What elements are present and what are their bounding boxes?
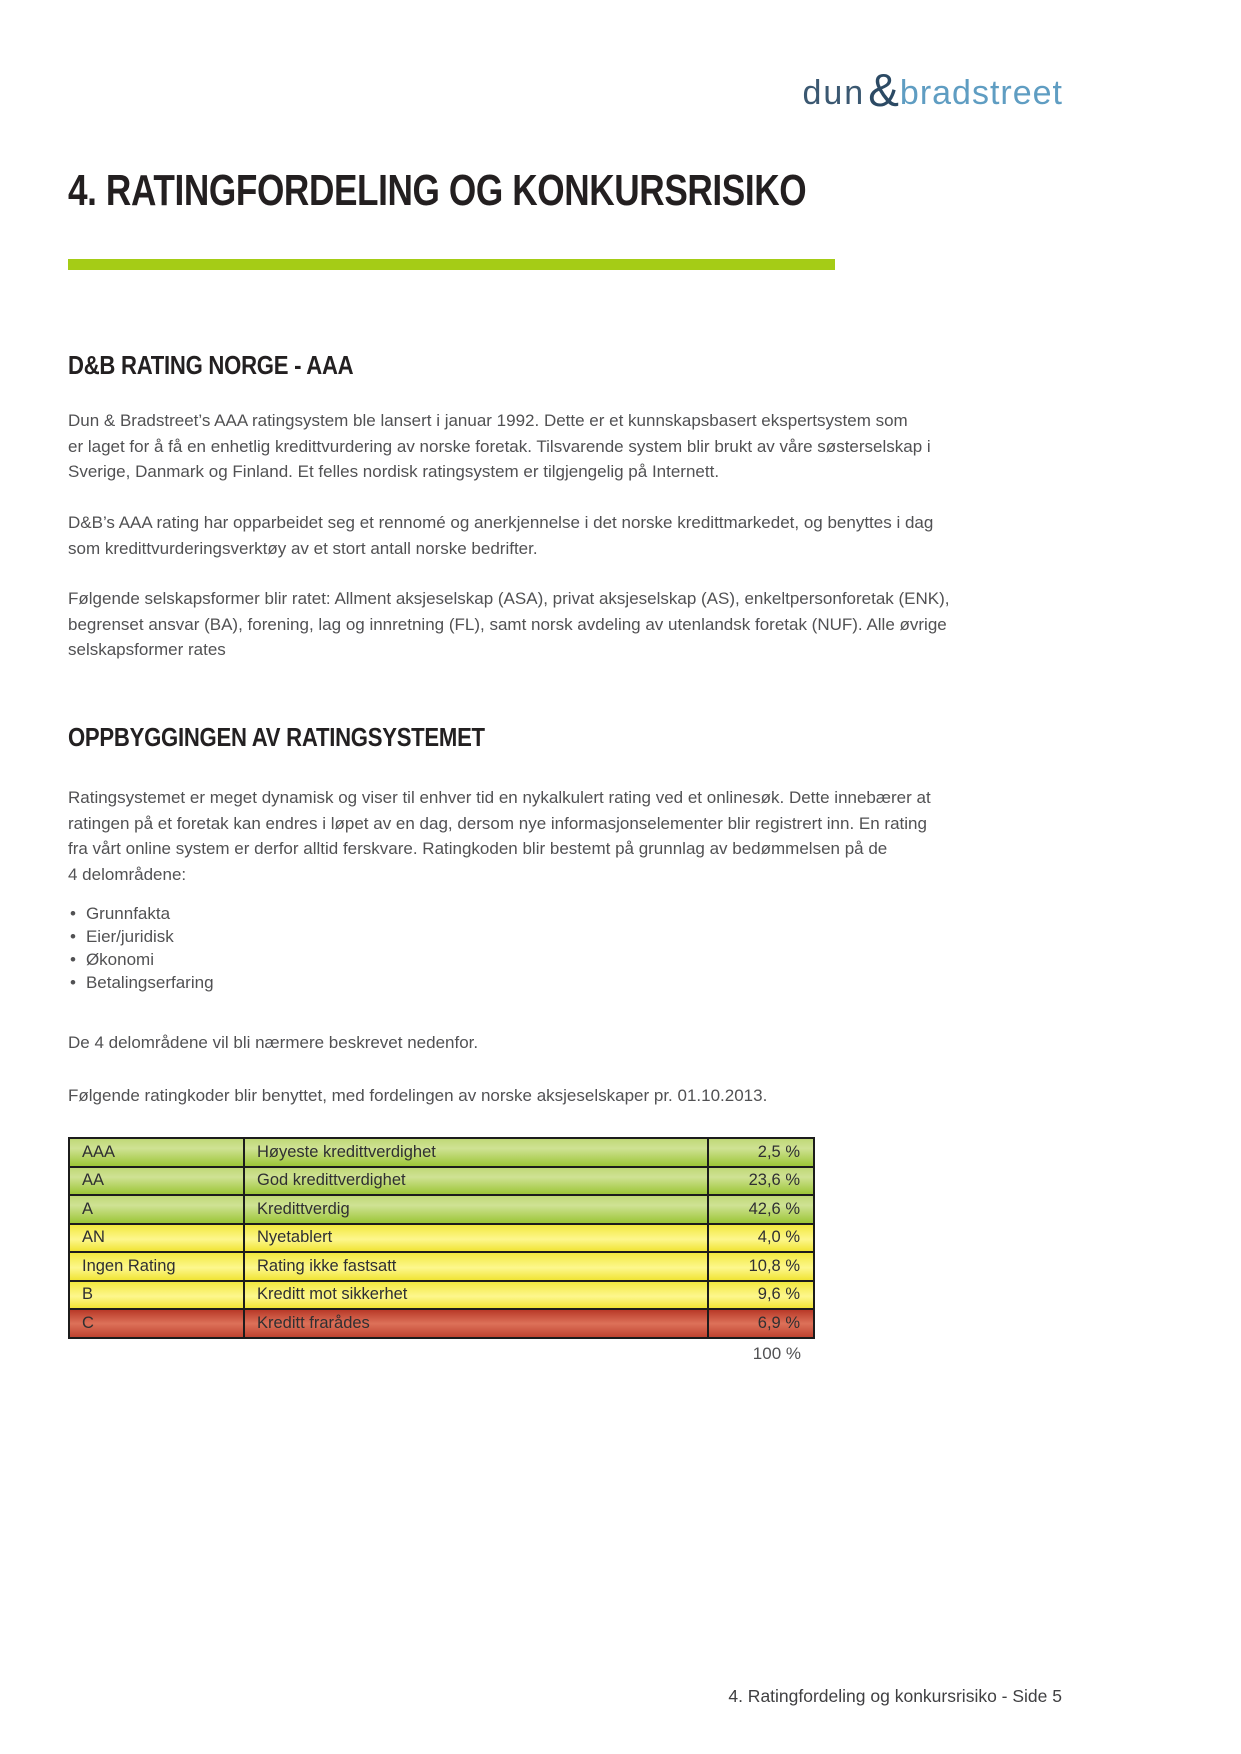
table-row	[70, 1282, 813, 1311]
text-line: fra vårt online system er derfor alltid ferskvare. Ratingkoden blir bestemt på grunnlag av bedømmelsen på de	[68, 839, 888, 858]
text-line: D&B’s AAA rating har opparbeidet seg et rennomé og anerkjennelse i det norske kredittmarkedet, og benyttes i dag	[68, 513, 934, 532]
paragraph-rating-system-dynamic	[68, 785, 931, 887]
text-line: Dun & Bradstreet’s AAA ratingsystem ble lansert i januar 1992. Dette er et kunnskapsbasert ekspertsystem som	[68, 411, 908, 430]
rating-code-cell: Ingen Rating	[70, 1253, 245, 1280]
rating-code-cell: C	[70, 1310, 245, 1337]
table-row	[70, 1139, 813, 1168]
text-line: 4 delområdene:	[68, 864, 187, 884]
table-row	[70, 1253, 813, 1282]
rating-code-cell: AN	[70, 1225, 245, 1252]
section-heading-oppbyggingen: OPPBYGGINGEN AV RATINGSYSTEMET	[68, 722, 485, 752]
list-item: • Betalingserfaring	[68, 972, 214, 995]
rating-code-cell: A	[70, 1196, 245, 1223]
page-footer: 4. Ratingfordeling og konkursrisiko - Side 5	[728, 1686, 1062, 1706]
table-total-percent: 100 %	[752, 1344, 801, 1363]
dun-bradstreet-logo	[802, 66, 1063, 120]
rating-percent-cell: 9,6 %	[757, 1285, 800, 1304]
rating-code-cell: AAA	[70, 1139, 245, 1166]
rating-description-cell: Kreditt frarådes	[245, 1310, 709, 1337]
text-line: begrenset ansvar (BA), forening, lag og innretning (FL), samt norsk avdeling av utenlandsk foretak (NUF). Alle øvrige	[68, 614, 947, 634]
paragraph-rating-codes-intro: Følgende ratingkoder blir benyttet, med fordelingen av norske aksjeselskaper pr. 01.10.2013.	[68, 1086, 768, 1105]
rating-percent-cell: 23,6 %	[748, 1171, 800, 1190]
text-line: Sverige, Danmark og Finland. Et felles nordisk ratingsystem er tilgjengelig på Internett.	[68, 462, 720, 481]
text-line: som kredittvurderingsverktøy av et stort antall norske bedrifter.	[68, 538, 538, 558]
table-row	[70, 1168, 813, 1197]
text-line: Ratingsystemet er meget dynamisk og viser til enhver tid en nykalkulert rating ved et onlinesøk. Dette innebærer at	[68, 788, 931, 807]
rating-description-cell: Kredittverdig	[245, 1196, 709, 1223]
rating-percent-cell: 10,8 %	[748, 1256, 800, 1275]
logo-text-bradstreet: bradstreet	[899, 73, 1063, 112]
text-line: er laget for å få en enhetlig kredittvurdering av norske foretak. Tilsvarende system blir brukt av våre søsterselskap i	[68, 436, 931, 456]
paragraph-rating-reputation	[68, 510, 933, 561]
text-line: Følgende selskapsformer blir ratet: Allment aksjeselskap (ASA), privat aksjeselskap (AS), enkeltpersonforetak (ENK),	[68, 589, 950, 608]
rating-percent-cell: 6,9 %	[757, 1313, 800, 1332]
table-row	[70, 1225, 813, 1254]
list-item: • Økonomi	[68, 948, 214, 971]
list-item: • Eier/juridisk	[68, 925, 214, 948]
page-title: 4. RATINGFORDELING OG KONKURSRISIKO	[68, 166, 807, 215]
logo-ampersand-icon: &	[868, 64, 899, 116]
rating-percent-cell: 2,5 %	[757, 1142, 800, 1161]
table-row	[70, 1196, 813, 1225]
rating-description-cell: Høyeste kredittverdighet	[245, 1139, 709, 1166]
rating-description-cell: Rating ikke fastsatt	[245, 1253, 709, 1280]
rating-description-cell: Nyetablert	[245, 1225, 709, 1252]
list-item: • Grunnfakta	[68, 902, 214, 925]
rating-percent-cell: 42,6 %	[748, 1199, 800, 1218]
subarea-bullet-list	[68, 902, 214, 995]
paragraph-rating-history	[68, 408, 931, 485]
rating-distribution-table	[68, 1137, 815, 1339]
title-accent-bar	[68, 259, 835, 270]
table-row	[70, 1310, 813, 1337]
rating-code-cell: AA	[70, 1168, 245, 1195]
section-heading-rating-norge: D&B RATING NORGE - AAA	[68, 350, 354, 380]
rating-percent-cell: 4,0 %	[757, 1228, 800, 1247]
rating-code-cell: B	[70, 1282, 245, 1309]
paragraph-subareas-described: De 4 delområdene vil bli nærmere beskrevet nedenfor.	[68, 1033, 479, 1052]
logo-text-dun: dun	[802, 73, 866, 112]
paragraph-company-forms	[68, 586, 950, 663]
rating-description-cell: Kreditt mot sikkerhet	[245, 1282, 709, 1309]
text-line: ratingen på et foretak kan endres i løpet av en dag, dersom nye informasjonselementer blir registrert inn. En rating	[68, 813, 927, 833]
text-line: selskapsformer rates	[68, 640, 226, 659]
rating-description-cell: God kredittverdighet	[245, 1168, 709, 1195]
